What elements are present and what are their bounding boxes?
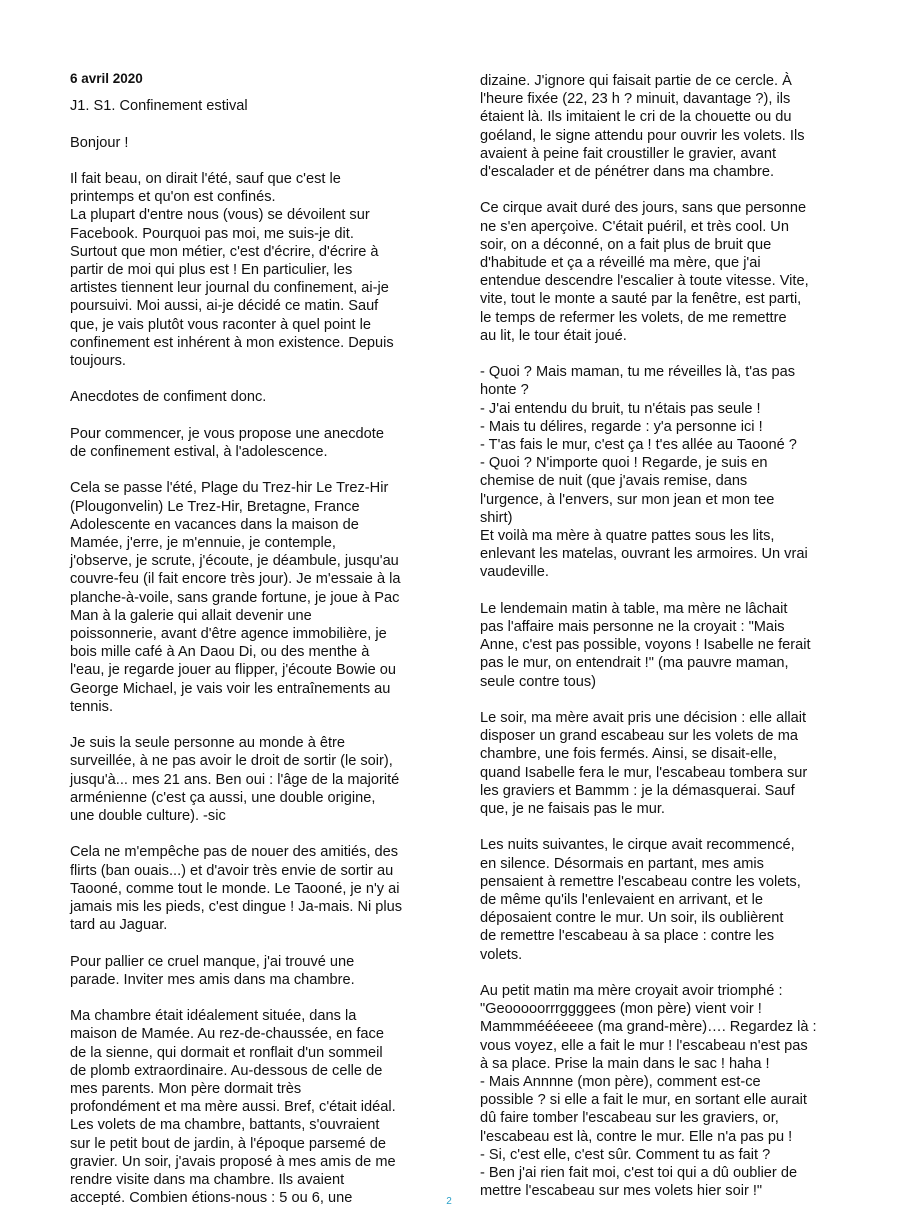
text-line: rendre visite dans ma chambre. Ils avaient bbox=[70, 1172, 345, 1189]
text-line: gravier. Un soir, j'avais proposé à mes amis de me bbox=[70, 1153, 396, 1170]
text-line: - J'ai entendu du bruit, tu n'étais pas seule ! bbox=[480, 400, 761, 417]
paragraph bbox=[70, 1007, 418, 1207]
text-line: seule contre tous) bbox=[480, 673, 597, 690]
text-line: artistes tiennent leur journal du confinement, ai-je bbox=[70, 280, 389, 297]
text-line: disposer un grand escabeau sur les volets de ma bbox=[480, 728, 799, 745]
text-line: sur le petit bout de jardin, à l'époque parsemé de bbox=[70, 1135, 386, 1152]
text-line: shirt) bbox=[480, 509, 513, 526]
text-line: avaient à peine fait croustiller le gravier, avant bbox=[480, 145, 777, 162]
paragraph bbox=[70, 170, 418, 370]
text-line: de plomb extraordinaire. Au-dessous de celle de bbox=[70, 1062, 383, 1079]
text-line: jusqu'à... mes 21 ans. Ben oui : l'âge de la majorité bbox=[70, 771, 400, 788]
text-line: Le lendemain matin à table, ma mère ne lâchait bbox=[480, 600, 788, 617]
paragraph bbox=[480, 709, 828, 818]
text-line: Pour commencer, je vous propose une anecdote bbox=[70, 425, 384, 442]
paragraph bbox=[480, 600, 828, 691]
text-line: jamais mis les pieds, c'est dingue ! Ja-mais. Ni plus bbox=[70, 899, 403, 916]
text-line: profondément et ma mère aussi. Bref, c'était idéal. bbox=[70, 1099, 396, 1116]
text-line: que, je ne faisais pas le mur. bbox=[480, 801, 665, 818]
text-line: tard au Jaguar. bbox=[70, 917, 168, 934]
paragraph bbox=[480, 72, 828, 181]
page-number: 2 bbox=[446, 1196, 452, 1207]
text-line: volets. bbox=[480, 946, 523, 963]
text-line: partir de moi qui plus est ! En particulier, les bbox=[70, 262, 353, 278]
text-line: bois mille café à An Daou Di, ou des menthe à bbox=[70, 644, 370, 661]
text-line: chambre, une fois fermés. Ainsi, se disait-elle, bbox=[480, 746, 777, 763]
text-line: de même qu'ils l'enlevaient en arrivant, et le bbox=[480, 892, 764, 909]
text-line: Anne, c'est pas possible, voyons ! Isabelle ne ferait bbox=[480, 637, 811, 654]
text-line: Je suis la seule personne au monde à être bbox=[70, 735, 346, 752]
text-line: quand Isabelle fera le mur, l'escabeau tombera sur bbox=[480, 764, 808, 781]
paragraph bbox=[70, 425, 418, 461]
text-line: une double culture). -sic bbox=[70, 808, 226, 825]
text-line: Le soir, ma mère avait pris une décision : elle allait bbox=[480, 710, 807, 727]
text-line: pas le mur, on entendrait !" (ma pauvre maman, bbox=[480, 655, 789, 672]
paragraph bbox=[480, 982, 828, 1200]
text-line: Mammméééeeee (ma grand-mère)…. Regardez là : bbox=[480, 1019, 817, 1036]
text-line: l'eau, je regarde jouer au flipper, j'écoute Bowie ou bbox=[70, 662, 397, 679]
text-line: en silence. Désormais en partant, mes amis bbox=[480, 855, 764, 872]
paragraph bbox=[70, 479, 418, 716]
left-column bbox=[70, 70, 418, 1226]
text-line: parade. Inviter mes amis dans ma chambre. bbox=[70, 971, 355, 988]
paragraph bbox=[70, 953, 418, 989]
text-line: - Ben j'ai rien fait moi, c'est toi qui a dû oublier de bbox=[480, 1165, 798, 1182]
text-line: mes parents. Mon père dormait très bbox=[70, 1081, 302, 1098]
paragraph bbox=[70, 734, 418, 825]
text-line: Taooné, comme tout le monde. Le Taooné, je n'y ai bbox=[70, 880, 400, 897]
text-line: Pour pallier ce cruel manque, j'ai trouvé une bbox=[70, 953, 355, 970]
text-line: de remettre l'escabeau à sa place : contre les bbox=[480, 928, 775, 945]
text-line: toujours. bbox=[70, 353, 126, 370]
text-line: goéland, le signe attendu pour ouvrir les volets. Ils bbox=[480, 127, 805, 144]
text-line: Ce cirque avait duré des jours, sans que personne bbox=[480, 200, 807, 217]
text-line: enlevant les matelas, ouvrant les armoires. Un vrai bbox=[480, 546, 808, 563]
text-line: Cela ne m'empêche pas de nouer des amitiés, des bbox=[70, 844, 399, 861]
text-line: soir, on a déconné, on a fait plus de bruit que bbox=[480, 236, 772, 253]
text-line: j'observe, je scrute, j'écoute, je déambule, jusqu'au bbox=[70, 553, 399, 570]
text-line: l'escabeau est là, contre le mur. Elle n'a pas pu ! bbox=[480, 1128, 793, 1145]
text-line: l'heure fixée (22, 23 h ? minuit, davantage ?), ils bbox=[480, 91, 791, 108]
text-line: printemps et qu'on est confinés. bbox=[70, 189, 276, 206]
text-line: déposaient contre le mur. Un soir, ils oublièrent bbox=[480, 910, 784, 927]
text-line: Adolescente en vacances dans la maison de bbox=[70, 516, 359, 533]
paragraph bbox=[480, 836, 828, 963]
text-line: Cela se passe l'été, Plage du Trez-hir Le Trez-Hir bbox=[70, 480, 389, 497]
text-line: ne s'en aperçoive. C'était puéril, et très cool. Un bbox=[480, 218, 789, 235]
text-line: étaient là. Ils imitaient le cri de la chouette ou du bbox=[480, 109, 792, 126]
text-line: que, je vais plutôt vous raconter à quel point le bbox=[70, 316, 371, 333]
text-line: pas l'affaire mais personne ne la croyait : "Mais bbox=[480, 619, 785, 636]
text-line: pensaient à remettre l'escabeau contre les volets, bbox=[480, 873, 801, 890]
text-line: couvre-feu (il fait encore très jour). Je m'essaie à la bbox=[70, 571, 401, 588]
text-line: La plupart d'entre nous (vous) se dévoilent sur bbox=[70, 207, 370, 224]
text-line: (Plougonvelin) Le Trez-Hir, Bretagne, France bbox=[70, 498, 360, 515]
text-line: - Mais Annnne (mon père), comment est-ce bbox=[480, 1074, 761, 1091]
text-line: de la sienne, qui dormait et ronflait d'un sommeil bbox=[70, 1044, 383, 1061]
paragraph bbox=[70, 388, 418, 406]
text-line: arménienne (c'est ça aussi, une double origine, bbox=[70, 789, 376, 806]
text-line: le temps de refermer les volets, de me remettre bbox=[480, 309, 787, 326]
text-line: Bonjour ! bbox=[70, 134, 129, 151]
text-line: George Michael, je vais voir les entraînements au bbox=[70, 680, 391, 697]
text-line: "Geooooorrrggggees (mon père) vient voir ! bbox=[480, 1001, 762, 1018]
paragraph bbox=[70, 134, 418, 152]
text-line: au lit, le tour était joué. bbox=[480, 327, 627, 344]
text-line: Les volets de ma chambre, battants, s'ouvraient bbox=[70, 1117, 380, 1134]
text-line: Anecdotes de confiment donc. bbox=[70, 389, 267, 406]
text-line: tennis. bbox=[70, 698, 113, 715]
text-line: mettre l'escabeau sur mes volets hier soir !" bbox=[480, 1183, 763, 1200]
text-line: - Mais tu délires, regarde : y'a personne ici ! bbox=[480, 418, 763, 435]
text-line: flirts (ban ouais...) et d'avoir très envie de sortir au bbox=[70, 862, 394, 879]
paragraph bbox=[480, 363, 828, 581]
text-line: honte ? bbox=[480, 382, 529, 399]
text-line: - Si, c'est elle, c'est sûr. Comment tu as fait ? bbox=[480, 1146, 771, 1163]
paragraph bbox=[70, 843, 418, 934]
text-line: J1. S1. Confinement estival bbox=[70, 98, 248, 115]
text-line: vaudeville. bbox=[480, 564, 549, 581]
text-line: surveillée, à ne pas avoir le droit de sortir (le soir), bbox=[70, 753, 393, 770]
text-line: confinement est inhérent à mon existence. Depuis bbox=[70, 334, 394, 351]
text-line: les graviers et Bammm : je la démasquerai. Sauf bbox=[480, 782, 795, 799]
text-line: maison de Mamée. Au rez-de-chaussée, en face bbox=[70, 1026, 384, 1043]
paragraph bbox=[70, 97, 418, 115]
text-line: accepté. Combien étions-nous : 5 ou 6, une bbox=[70, 1190, 353, 1207]
text-line: vite, tout le monte a sauté par la fenêtre, est parti, bbox=[480, 291, 802, 308]
text-line: Les nuits suivantes, le cirque avait recommencé, bbox=[480, 837, 795, 854]
text-line: à sa place. Prise la main dans le sac ! haha ! bbox=[480, 1055, 770, 1072]
text-line: Il fait beau, on dirait l'été, sauf que c'est le bbox=[70, 170, 341, 187]
text-line: Facebook. Pourquoi pas moi, me suis-je dit. bbox=[70, 225, 354, 242]
text-line: Mamée, j'erre, je m'ennuie, je contemple, bbox=[70, 535, 336, 551]
text-line: poissonnerie, avant d'être agence immobilière, je bbox=[70, 626, 387, 643]
text-line: chemise de nuit (que j'avais remise, dans bbox=[480, 473, 748, 490]
text-line: Ma chambre était idéalement située, dans la bbox=[70, 1008, 357, 1025]
text-line: dizaine. J'ignore qui faisait partie de ce cercle. À bbox=[480, 73, 792, 89]
entry-date: 6 avril 2020 bbox=[70, 71, 143, 86]
text-line: Surtout que mon métier, c'est d'écrire, d'écrire à bbox=[70, 243, 379, 260]
text-line: - T'as fais le mur, c'est ça ! t'es allée au Taooné ? bbox=[480, 437, 797, 454]
right-paragraphs bbox=[480, 72, 828, 1201]
text-line: poursuivi. Moi aussi, ai-je décidé ce matin. Sauf bbox=[70, 298, 379, 315]
text-line: l'urgence, à l'envers, sur mon jean et mon tee bbox=[480, 491, 775, 508]
text-line: Au petit matin ma mère croyait avoir triomphé : bbox=[480, 983, 783, 1000]
text-line: possible ? si elle a fait le mur, en sortant elle aurait bbox=[480, 1092, 807, 1109]
paragraph bbox=[480, 199, 828, 345]
text-line: - Quoi ? Mais maman, tu me réveilles là, t'as pas bbox=[480, 364, 796, 381]
right-column bbox=[480, 72, 828, 1219]
text-line: Et voilà ma mère à quatre pattes sous les lits, bbox=[480, 528, 775, 545]
text-line: d'escalader et de pénétrer dans ma chambre. bbox=[480, 164, 775, 181]
text-line: - Quoi ? N'importe quoi ! Regarde, je suis en bbox=[480, 455, 768, 472]
left-paragraphs bbox=[70, 97, 418, 1207]
text-line: d'habitude et ça a réveillé ma mère, que j'ai bbox=[480, 255, 761, 272]
text-line: de confinement estival, à l'adolescence. bbox=[70, 444, 328, 460]
text-line: entendue descendre l'escalier à toute vitesse. Vite, bbox=[480, 273, 809, 290]
text-line: dû faire tomber l'escabeau sur les graviers, or, bbox=[480, 1110, 779, 1127]
text-line: planche-à-voile, sans grande fortune, je joue à Pac bbox=[70, 589, 400, 606]
text-line: vous voyez, elle a fait le mur ! l'escabeau n'est pas bbox=[480, 1037, 808, 1054]
text-line: Man à la galerie qui allait devenir une bbox=[70, 607, 312, 624]
